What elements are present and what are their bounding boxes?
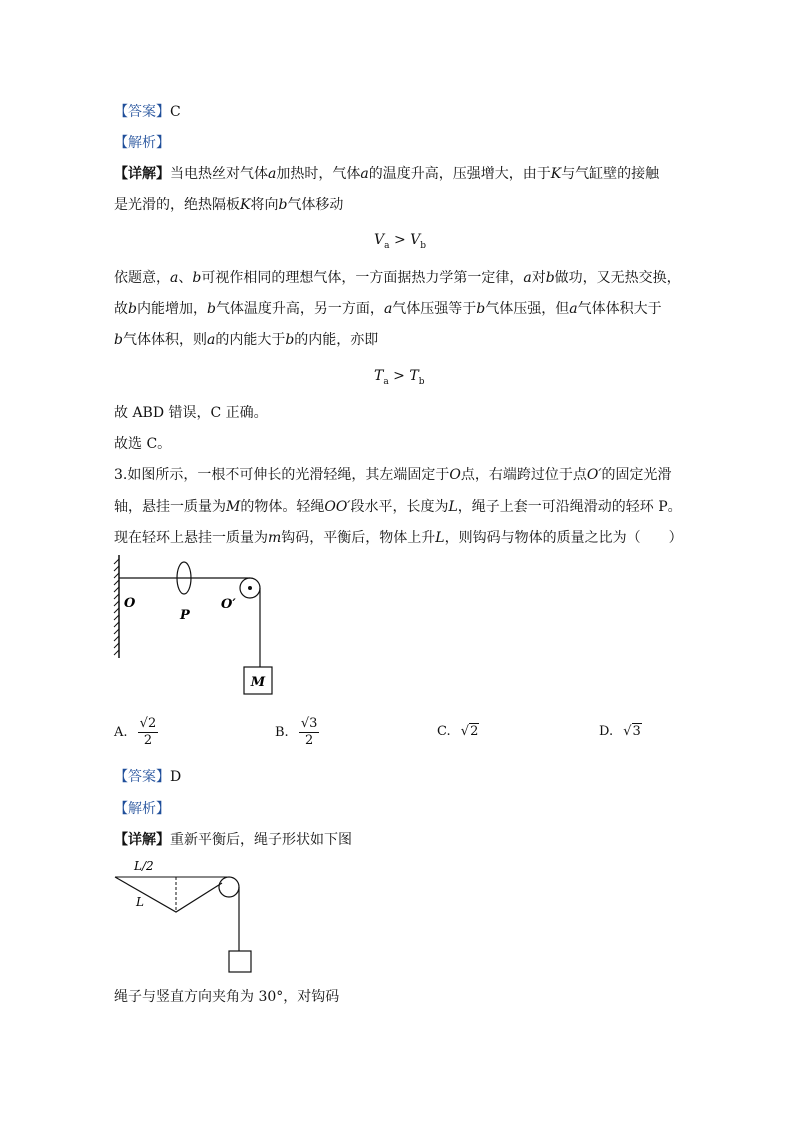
text: 气体体积大于: [577, 301, 662, 317]
option-c[interactable]: [437, 722, 479, 742]
var-a: a: [383, 301, 393, 317]
text: 是光滑的，绝热隔板: [114, 197, 240, 213]
q2-detail-line-2: [114, 195, 343, 215]
denominator: 2: [143, 733, 153, 748]
var-OO: OO′: [324, 499, 351, 515]
text: 、: [178, 270, 193, 286]
var-b: b: [192, 270, 202, 286]
numerator: √3: [300, 716, 318, 731]
label-L: L: [136, 895, 144, 909]
q3-stem-line-3: [114, 528, 683, 548]
var-b: b: [128, 301, 137, 317]
text: 气体压强等于: [392, 301, 477, 317]
text: 与气缸壁的接触: [561, 166, 660, 182]
label-M: M: [250, 675, 266, 690]
var-L: L: [448, 499, 458, 515]
text: 的固定光滑: [601, 467, 672, 483]
radicand: 3: [309, 716, 318, 731]
var-L: L: [435, 530, 445, 546]
text: 气体移动: [287, 197, 344, 213]
radicand: 2: [470, 724, 479, 739]
var-a: a: [360, 166, 369, 182]
text: 的物体。轻绳: [240, 499, 325, 515]
eq-left: T: [374, 368, 384, 384]
option-label: C.: [437, 724, 451, 739]
eq-right-sub: b: [418, 376, 425, 387]
radicand: 3: [632, 724, 641, 739]
text: 点，右端跨过位于点: [460, 467, 587, 483]
analysis-tag: 【解析】: [114, 801, 170, 817]
figure-equilibrium: [110, 856, 260, 976]
text: 可视作相同的理想气体，一方面据热力学第一定律，: [201, 270, 524, 286]
q3-detail-line: [114, 830, 352, 850]
q2-detail-line-4: [114, 299, 662, 319]
option-a[interactable]: [114, 716, 158, 749]
text: 当电热丝对气体: [170, 166, 268, 182]
text: 重新平衡后，绳子形状如下图: [170, 832, 352, 848]
text: 钩码，平衡后，物体上升: [281, 530, 436, 546]
q3-last-line: 绳子与竖直方向夹角为 30°，对钩码: [114, 989, 340, 1005]
q2-detail-line-3: [114, 268, 681, 288]
text: 气体温度升高，另一方面，: [215, 301, 384, 317]
denominator: 2: [304, 733, 314, 748]
eq-left-sub: a: [384, 240, 390, 251]
var-b: b: [545, 270, 555, 286]
q2-conclusion: 故 ABD 错误，C 正确。: [114, 405, 268, 421]
q2-detail-line-1: [114, 164, 659, 184]
analysis-tag: 【解析】: [114, 135, 170, 151]
var-b: b: [476, 301, 486, 317]
var-a: a: [206, 332, 216, 348]
text: ，则钩码与物体的质量之比为（ ）: [444, 530, 683, 546]
var-b: b: [206, 301, 216, 317]
text: 气体体积，则: [122, 332, 207, 348]
eq-left-sub: a: [383, 376, 389, 387]
option-label: D.: [599, 724, 614, 739]
text: 的内能大于: [215, 332, 286, 348]
q3-stem-line-2: [114, 497, 682, 517]
radicand: 2: [147, 716, 157, 731]
var-M: M: [226, 499, 241, 515]
text: 故: [114, 301, 128, 317]
eq-right: T: [409, 368, 419, 384]
text: 气体压强，但: [485, 301, 570, 317]
q3-answer: [114, 767, 181, 787]
label-Oprime: O′: [221, 597, 236, 612]
text: 做功，又无热交换，: [554, 270, 681, 286]
fraction: [138, 716, 159, 749]
text: 的温度升高，压强增大，由于: [368, 166, 551, 182]
text: ，绳子上套一可沿绳滑动的轻环 P。: [457, 499, 682, 515]
sqrt: √3: [623, 724, 641, 739]
q2-answer: [114, 102, 181, 122]
var-K: K: [550, 166, 562, 182]
eq-right: V: [410, 232, 421, 248]
var-m: m: [268, 530, 282, 546]
answer-value: C: [170, 104, 181, 120]
text: 将向: [250, 197, 279, 213]
pulley-2: [219, 877, 239, 897]
text: 轴，悬挂一质量为: [114, 499, 226, 515]
equation-volume: [374, 230, 426, 256]
eq-op: >: [388, 368, 410, 384]
eq-left: V: [374, 232, 385, 248]
var-b: b: [285, 332, 295, 348]
answer-tag: 【答案】: [114, 769, 170, 785]
var-b: b: [278, 197, 288, 213]
fraction: [299, 716, 320, 749]
answer-tag: 【答案】: [114, 104, 170, 120]
detail-tag: 【详解】: [114, 166, 170, 182]
text: 3.如图所示，一根不可伸长的光滑轻绳，其左端固定于: [114, 467, 450, 483]
text: 段水平，长度为: [350, 499, 449, 515]
var-a: a: [569, 301, 578, 317]
numerator: √2: [139, 716, 157, 731]
q2-choice: 故选 C。: [114, 436, 172, 452]
q3-stem-line-1: [114, 465, 672, 485]
eq-op: >: [389, 232, 411, 248]
text: 的内能，亦即: [294, 332, 379, 348]
q3-analysis-heading: [114, 799, 170, 819]
answer-value: D: [170, 769, 182, 785]
label-P: P: [180, 608, 190, 623]
q2-detail-line-5: [114, 330, 378, 350]
detail-tag: 【详解】: [114, 832, 170, 848]
q2-analysis-heading: [114, 133, 170, 153]
option-label: B.: [275, 725, 289, 740]
block-2: [229, 951, 251, 972]
var-Oprime: O′: [586, 467, 602, 483]
var-O: O: [449, 467, 461, 483]
var-b: b: [114, 332, 123, 348]
option-d[interactable]: [599, 722, 642, 742]
label-O: O: [124, 596, 136, 611]
text: 加热时，气体: [276, 166, 361, 182]
label-half-L: L/2: [134, 859, 154, 873]
var-a: a: [523, 270, 532, 286]
var-K: K: [240, 197, 251, 213]
equation-temperature: [374, 366, 424, 392]
text: 内能增加，: [136, 301, 207, 317]
option-b[interactable]: [275, 716, 319, 749]
rope-v: [115, 877, 222, 912]
text: 现在轻环上悬挂一质量为: [114, 530, 268, 546]
sqrt: √2: [460, 724, 479, 739]
text: 对: [531, 270, 546, 286]
figure-pulley-setup: [110, 555, 280, 700]
option-label: A.: [114, 725, 128, 740]
var-a: a: [268, 166, 277, 182]
text: 依题意，: [114, 270, 170, 286]
eq-right-sub: b: [420, 240, 427, 251]
pulley-axle: [248, 586, 252, 590]
var-a: a: [170, 270, 179, 286]
